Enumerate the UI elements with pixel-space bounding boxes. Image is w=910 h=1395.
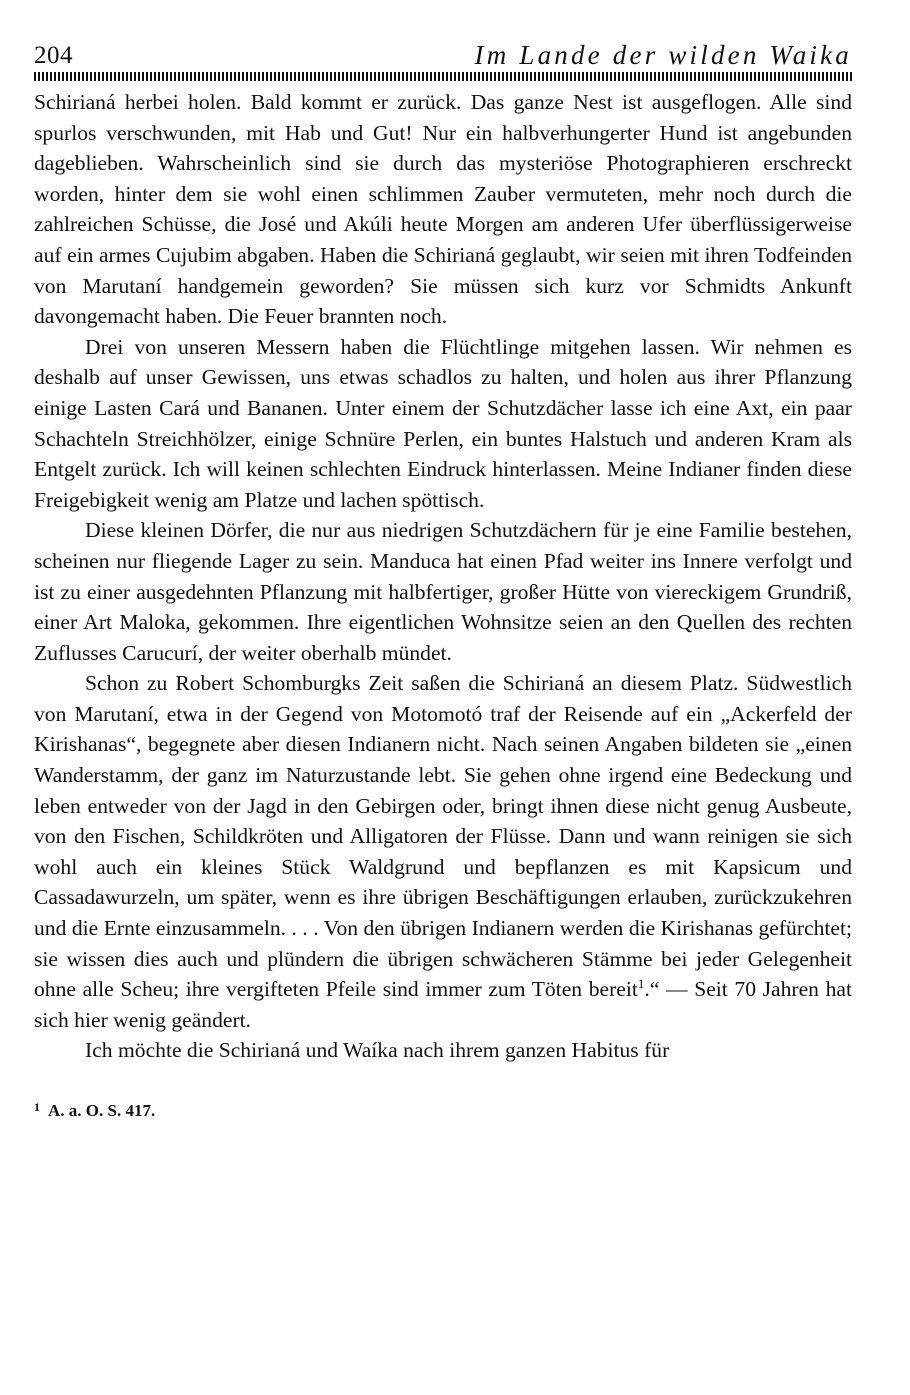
footnote-reference: 1	[637, 976, 645, 992]
paragraph-5: Ich möchte die Schirianá und Waíka nach ihrem ganzen Habitus für	[85, 1038, 670, 1063]
paragraph-4-text-after: .“ — Seit 70 Jahren hat sich hier wenig geändert.	[34, 977, 852, 1032]
book-page	[34, 38, 852, 1122]
header-rule	[34, 72, 852, 81]
paragraph-1: Schirianá herbei holen. Bald kommt er zurück. Das ganze Nest ist ausgeflogen. Alle sind spurlos verschwunden, mit Hab und Gut! Nur ein halbverhungerter Hund ist angebunden dageblieben. Wahrscheinlich sind sie durch das mysteriöse Photographieren erschreckt worden, hinter dem sie wohl einen schlimmen Zauber vermuteten, mehr noch durch die zahlreichen Schüsse, die José und Akúli heute Morgen am anderen Ufer überflüssigerweise auf ein armes Cujubim abgaben. Haben die Schirianá geglaubt, wir seien mit ihren Todfeinden von Marutaní handgemein geworden? Sie müssen sich kurz vor Schmidts Ankunft davongemacht haben. Die Feuer brannten noch.	[34, 90, 852, 329]
paragraph-4-text: Schon zu Robert Schomburgks Zeit saßen die Schirianá an diesem Platz. Südwestlich von Marutaní, etwa in der Gegend von Motomotó traf der Reisende auf ein „Ackerfeld der Kirishanas“, begegnete aber diesen Indianern nicht. Nach seinen Angaben bildeten sie „einen Wanderstamm, der ganz im Naturzustande lebt. Sie gehen ohne irgend eine Bedeckung und leben entweder von der Jagd in den Gebirgen oder, bringt ihnen diese nicht genug Ausbeute, von den Fischen, Schildkröten und Alligatoren der Flüsse. Dann und wann reinigen sie sich wohl auch ein kleines Stück Waldgrund und bepflanzen es mit Kapsicum und Cassadawurzeln, um später, wenn es ihre übrigen Beschäftigungen erlauben, zurückzukehren und die Ernte einzusammeln. . . . Von den übrigen Indianern werden die Kirishanas gefürchtet; sie wissen dies auch und plündern die übrigen schwächeren Stämme bei jeder Gelegenheit ohne alle Scheu; ihre vergifteten Pfeile sind immer zum Töten bereit	[34, 671, 852, 1002]
paragraph-2: Drei von unseren Messern haben die Flüchtlinge mitgehen lassen. Wir nehmen es deshalb auf unser Gewissen, uns etwas schadlos zu halten, und holen aus ihrer Pflanzung einige Lasten Cará und Bananen. Unter einem der Schutzdächer lasse ich eine Axt, ein paar Schachteln Streichhölzer, einige Schnüre Perlen, ein buntes Halstuch und anderen Kram als Entgelt zurück. Ich will keinen schlechten Eindruck hinterlassen. Meine Indianer finden diese Freigebigkeit wenig am Platze und lachen spöttisch.	[34, 334, 852, 512]
footnote	[34, 1096, 852, 1122]
running-title: Im Lande der wilden Waika	[474, 40, 852, 70]
footnote-mark: 1	[34, 1100, 40, 1114]
page-number: 204	[34, 42, 73, 69]
running-head	[34, 38, 852, 72]
paragraph-3: Diese kleinen Dörfer, die nur aus niedrigen Schutzdächern für je eine Familie bestehen, scheinen nur fliegende Lager zu sein. Manduca hat einen Pfad weiter ins Innere verfolgt und ist zu einer ausgedehnten Pflanzung mit halbfertiger, großer Hütte von viereckigem Grundriß, einer Art Maloka, gekommen. Ihre eigentlichen Wohnsitze seien an den Quellen des rechten Zuflusses Carucurí, der weiter oberhalb mündet.	[34, 518, 852, 665]
paragraph-4	[34, 668, 852, 1035]
footnote-text: A. a. O. S. 417.	[48, 1101, 156, 1120]
body-text	[34, 87, 852, 1066]
